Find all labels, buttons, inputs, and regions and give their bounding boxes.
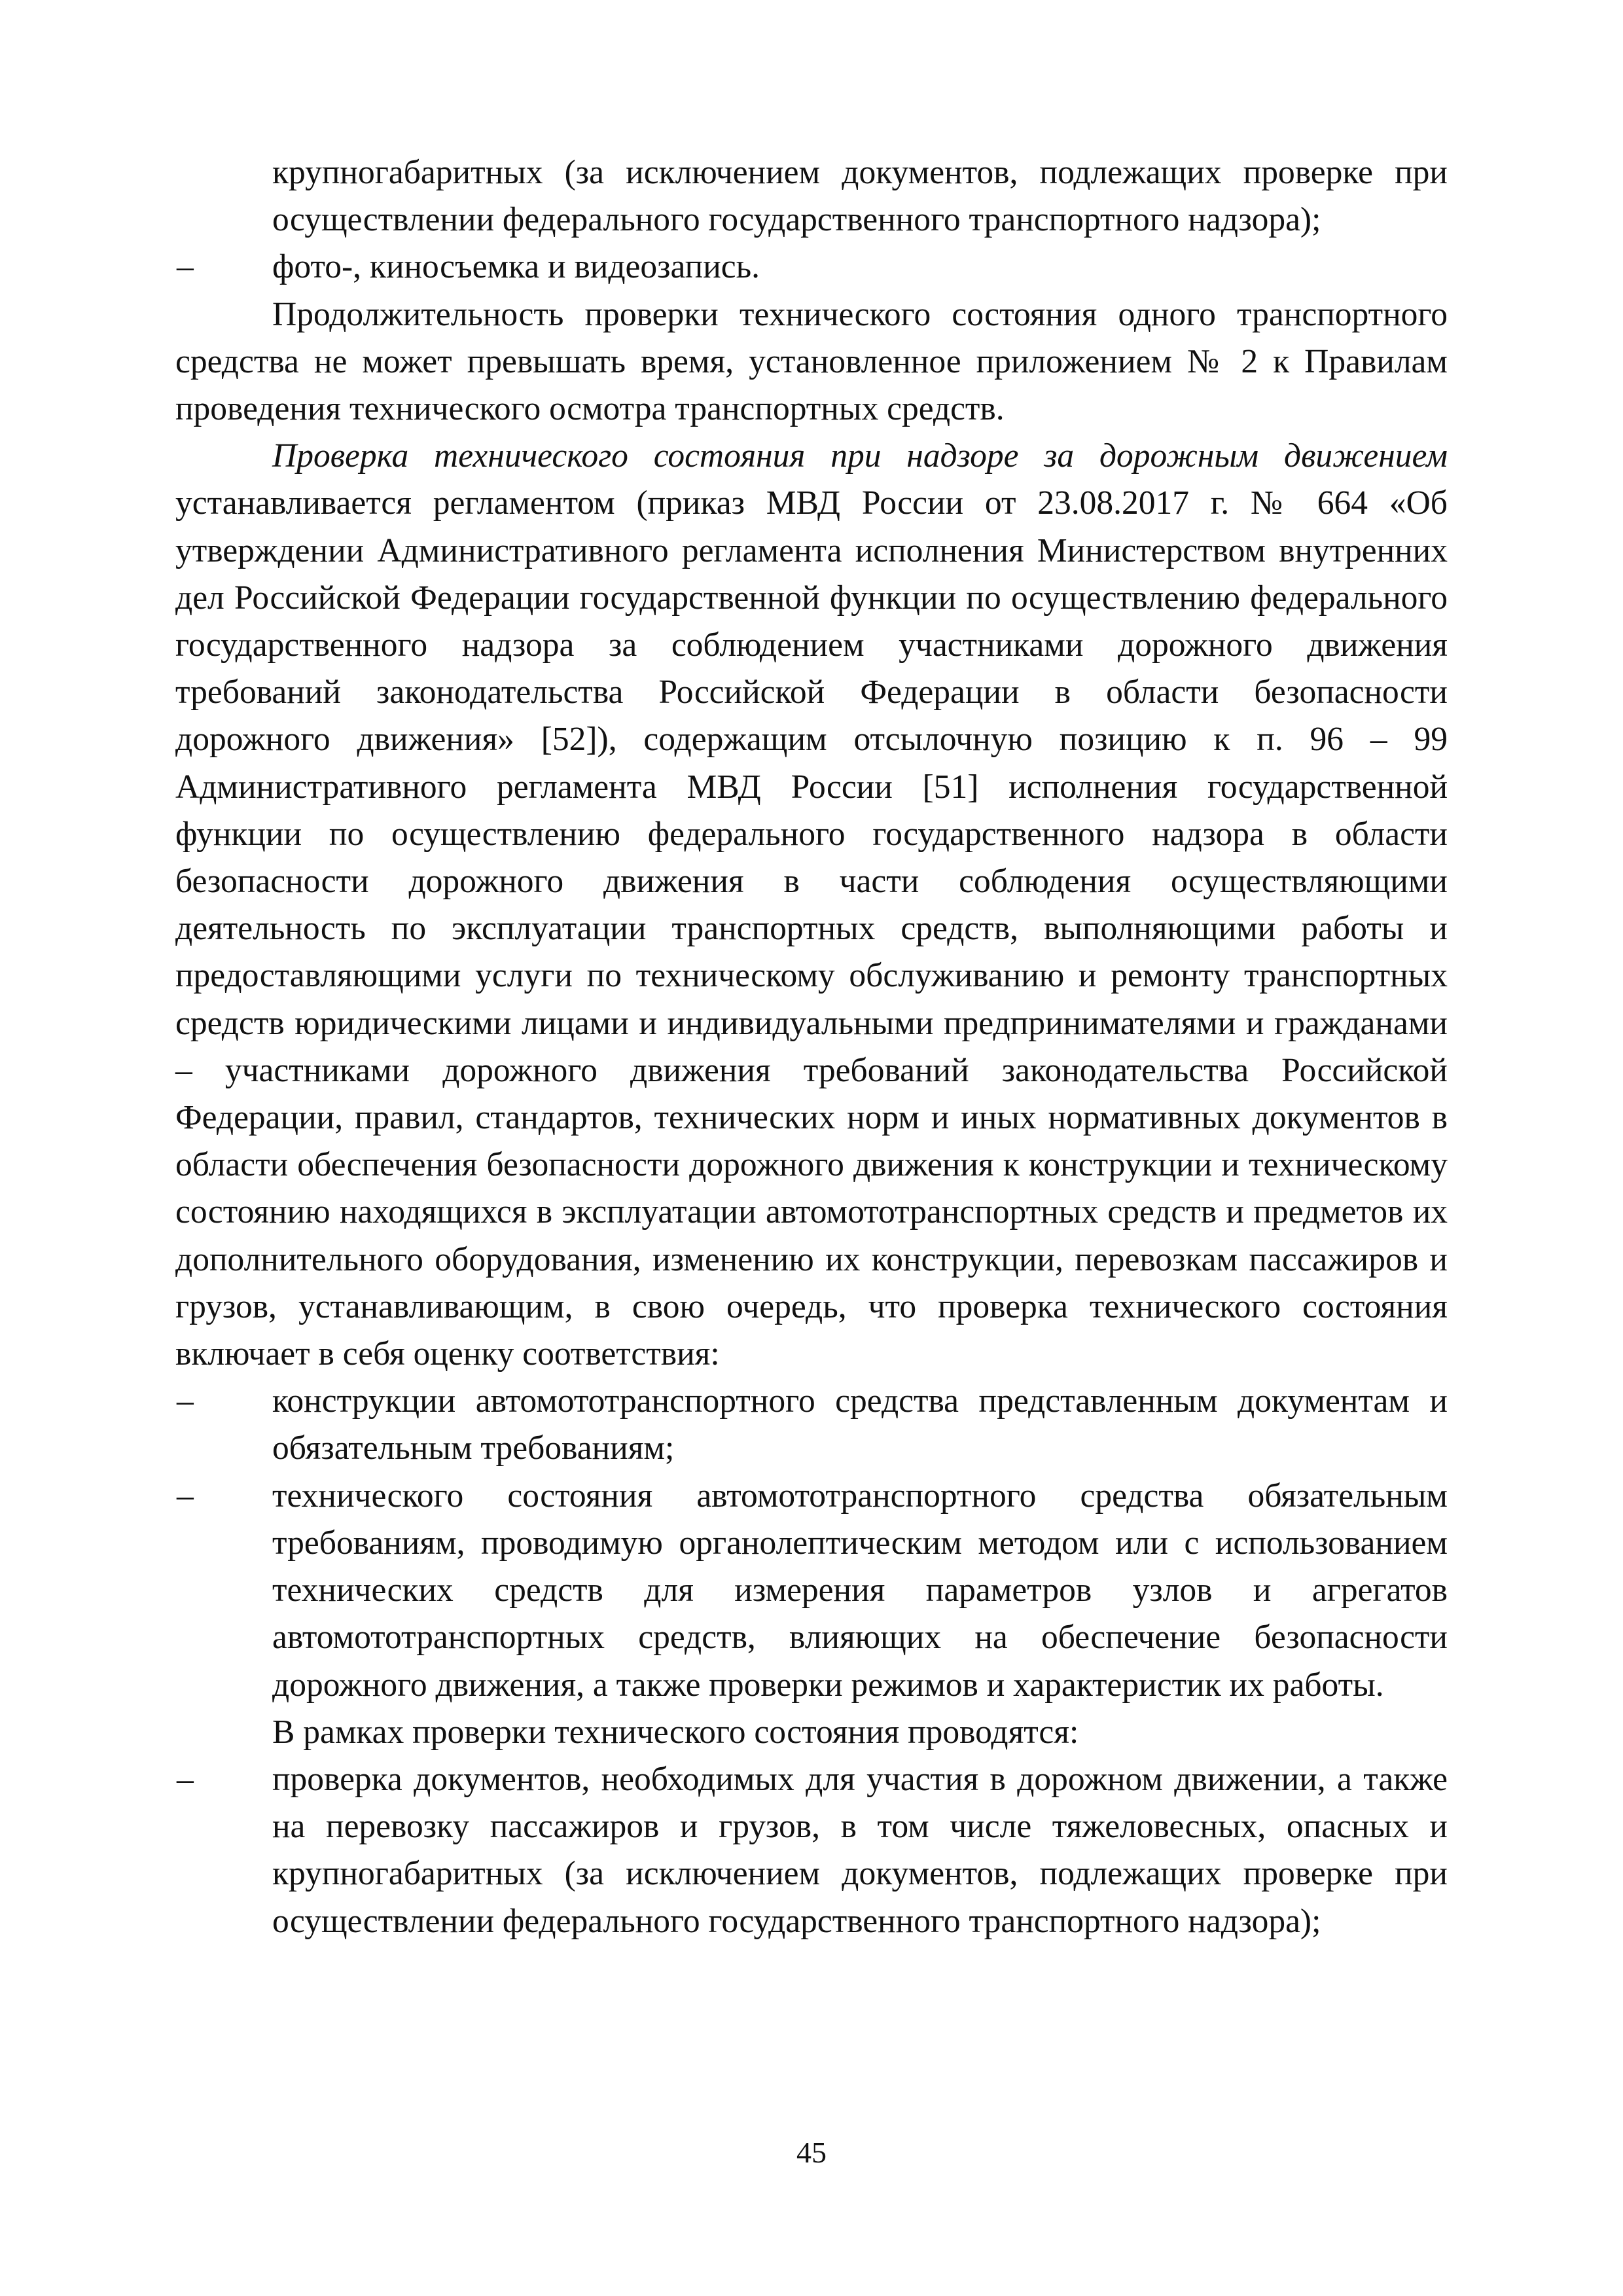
- dash-bullet: –: [177, 1382, 194, 1420]
- list-item-text: проверка документов, необходимых для участия в дорожном движении, а также на перевозку пассажиров и грузов, в том числе тяжеловесных, опасных и крупногабаритных (за исключением документов, подлежащих проверке при осуществлении федерального государственного транспортного надзора);: [272, 1760, 1448, 1940]
- document-page: [175, 149, 1448, 1945]
- list-item-text: технического состояния автомототранспортного средства обязательным требованиям, проводимую органолептическим методом или с использованием технических средств для измерения параметров узлов и агрегатов автомототранспортных средств, влияющих на обеспечение безопасности дорожного движения, а также проверки режимов и характеристик их работы.: [272, 1477, 1448, 1704]
- list-item: [175, 243, 1448, 291]
- list-item-text: конструкции автомототранспортного средства представленным документам и обязательным требованиям;: [272, 1382, 1448, 1467]
- paragraph-inspection-regulation: [175, 433, 1448, 1378]
- list-item: [175, 1473, 1448, 1709]
- paragraph-duration: Продолжительность проверки технического состояния одного транспортного средства не может превышать время, установленное приложением № 2 к Правилам проведения технического осмотра транспортных средств.: [175, 295, 1448, 428]
- paragraph-text: устанавливается регламентом (приказ МВД России от 23.08.2017 г. № 664 «Об утверждении Административного регламента исполнения Министерством внутренних дел Российской Федерации государственной функции по осуществлению федерального государственного надзора за соблюдением участниками дорожного движения требований законодательства Российской Федерации в области безопасности дорожного движения» [52]), содержащим отсылочную позицию к п. 96 – 99 Административного регламента МВД России [51] исполнения государственной функции по осуществлению федерального государственного надзора в области безопасности дорожного движения в части соблюдения осуществляющими деятельность по эксплуатации транспортных средств, выполняющими работы и предоставляющими услуги по техническому обслуживанию и ремонту транспортных средств юридическими лицами и индивидуальными предпринимателями и гражданами – участниками дорожного движения требований законодательства Российской Федерации, правил, стандартов, технических норм и иных нормативных документов в области обеспечения безопасности дорожного движения к конструкции и техническому состоянию находящихся в эксплуатации автомототранспортных средств и предметов их дополнительного оборудования, изменению их конструкции, перевозкам пассажиров и грузов, устанавливающим, в свою очередь, что проверка технического состояния включает в себя оценку соответствия:: [175, 484, 1448, 1373]
- list-item-continuation: крупногабаритных (за исключением документов, подлежащих проверке при осуществлении федерального государственного транспортного надзора);: [272, 154, 1448, 239]
- list-item: [175, 1756, 1448, 1945]
- page-number: 45: [796, 2136, 827, 2169]
- dash-bullet: –: [177, 248, 194, 286]
- dash-bullet: –: [177, 1760, 194, 1798]
- list-item-text: фото-, киносъемка и видеозапись.: [272, 248, 760, 286]
- italic-term: Проверка технического состояния при надзоре за дорожным движением: [272, 437, 1448, 475]
- list-item: [175, 1378, 1448, 1472]
- paragraph-framework: В рамках проверки технического состояния проводятся:: [272, 1713, 1079, 1751]
- dash-bullet: –: [177, 1477, 194, 1515]
